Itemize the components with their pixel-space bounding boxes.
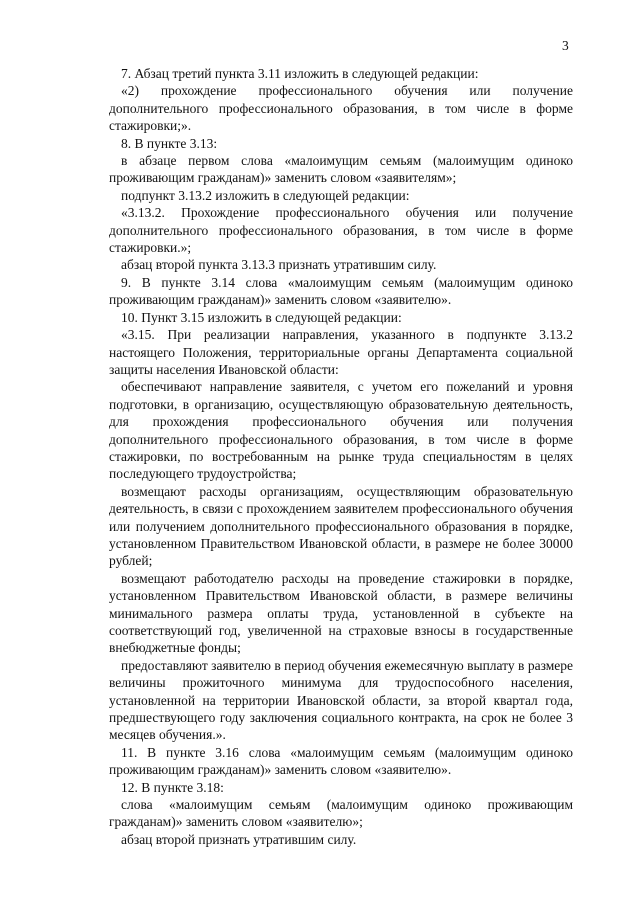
paragraph-8-subitem-heading: подпункт 3.13.2 изложить в следующей редакции: (121, 187, 410, 203)
paragraph-8-subitem-text: «3.13.2. Прохождение профессионального обучения или получение дополнительного профессионального образования, в том числе в форме стажировки.»; (109, 205, 573, 256)
paragraph-10-item-monthly-payment: предоставляют заявителю в период обучения ежемесячную выплату в размере величины прожиточного минимума для трудоспособного населения, установленной на территории Ивановской области, за второй квартал года, предшествующего году заключения социального контракта, на срок не более 3 месяцев обучения.». (109, 657, 573, 743)
paragraph-7-text: «2) прохождение профессионального обучения или получение дополнительного профессионального образования, в том числе в форме стажировки;». (109, 83, 573, 134)
paragraph-11: 11. В пункте 3.16 слова «малоимущим семьям (малоимущим одиноко проживающим гражданам)» заменить словом «заявителю». (109, 744, 573, 778)
paragraph-10-item-employer-costs: возмещают работодателю расходы на проведение стажировки в порядке, установленном Правительством Ивановской области, в размере величины минимального размера оплаты труда, установленной в субъекте на соответствующий год, увеличенной на страховые взносы в государственные внебюджетные фонды; (109, 570, 573, 656)
paragraph-12-words-clause: слова «малоимущим семьям (малоимущим одиноко проживающим гражданам)» заменить словом «заявителю»; (109, 797, 573, 830)
paragraph-9: 9. В пункте 3.14 слова «малоимущим семьям (малоимущим одиноко проживающим гражданам)» заменить словом «заявителю». (109, 274, 573, 308)
paragraph-10-intro: «3.15. При реализации направления, указанного в подпункте 3.13.2 настоящего Положения, территориальные органы Департамента социальной защиты населения Ивановской области: (109, 327, 573, 377)
paragraph-8-repeal-clause: абзац второй пункта 3.13.3 признать утратившим силу. (121, 257, 437, 273)
paragraph-10-item-education-costs: возмещают расходы организациям, осуществляющим образовательную деятельность, в связи с прохождением заявителем профессионального обучения или получением дополнительного профессионального образования в порядке, установленном Правительством Ивановской области, в размере не более 30000 рублей; (109, 483, 573, 569)
page-number: 3 (562, 38, 569, 53)
paragraph-10-item-referral: обеспечивают направление заявителя, с учетом его пожеланий и уровня подготовки, в организацию, осуществляющую образовательную деятельность, для прохождения профессионального обучения или получения дополнительного профессионального образования, в том числе в форме стажировки, по востребованным на рынке труда специальностям в целях последующего трудоустройства; (109, 379, 573, 482)
paragraph-8-heading: 8. В пункте 3.13: (121, 135, 218, 151)
paragraph-12-repeal-clause: абзац второй признать утратившим силу. (121, 831, 357, 847)
paragraph-10-heading: 10. Пункт 3.15 изложить в следующей редакции: (121, 309, 402, 325)
document-body (109, 65, 573, 848)
paragraph-7-heading: 7. Абзац третий пункта 3.11 изложить в следующей редакции: (121, 66, 479, 81)
paragraph-12-heading: 12. В пункте 3.18: (121, 779, 224, 795)
paragraph-8-first-clause: в абзаце первом слова «малоимущим семьям (малоимущим одиноко проживающим гражданам)» заменить словом «заявителям»; (109, 153, 573, 186)
